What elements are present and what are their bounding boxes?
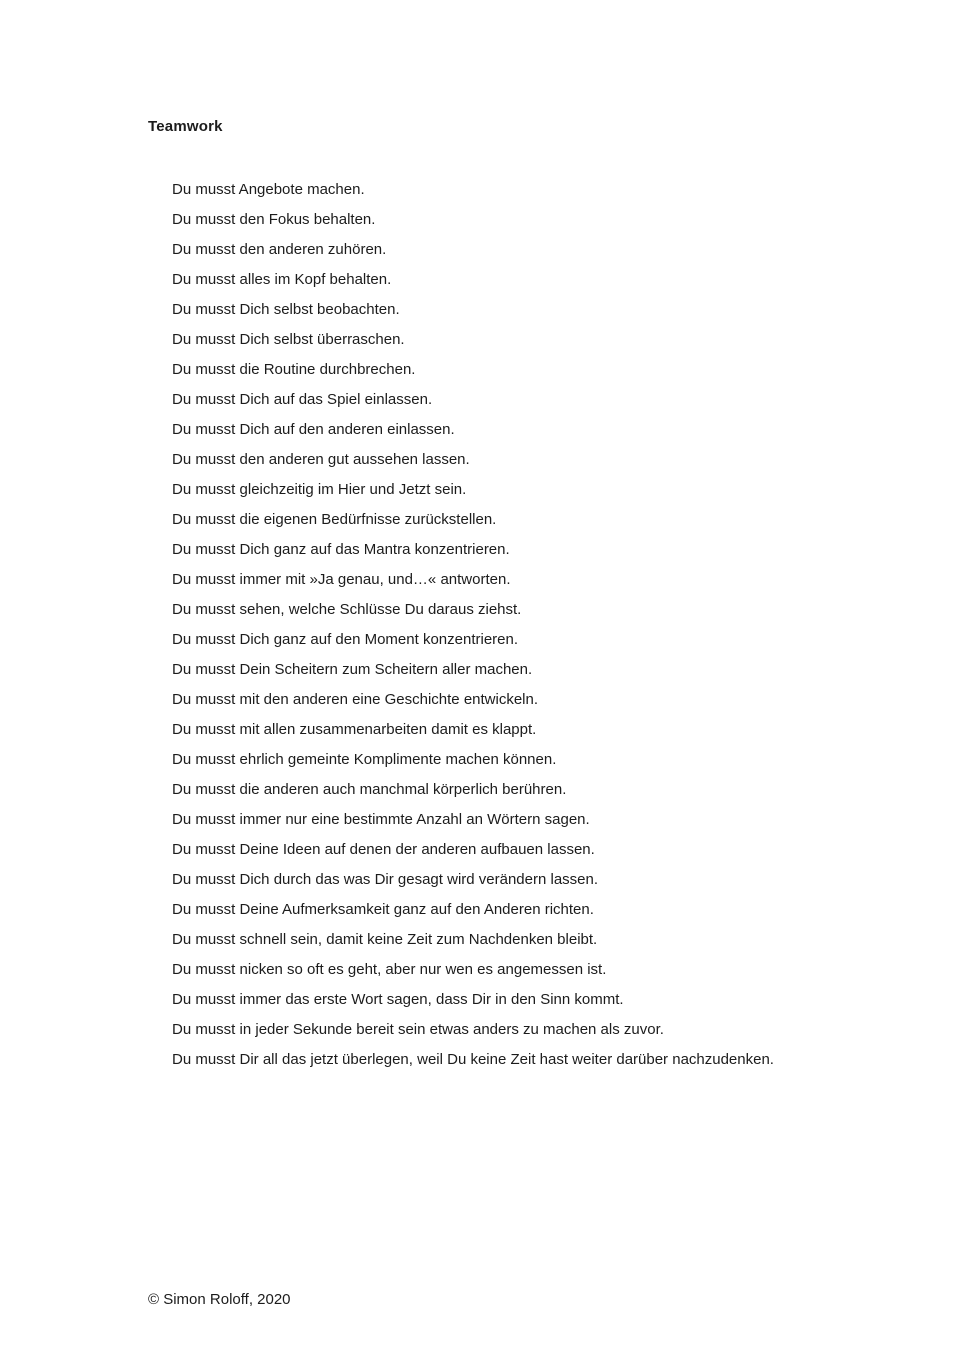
poem-line: Du musst mit den anderen eine Geschichte entwickeln. (172, 691, 539, 708)
poem-line: Du musst in jeder Sekunde bereit sein etwas anders zu machen als zuvor. (172, 1021, 664, 1038)
poem-line: Du musst die eigenen Bedürfnisse zurückstellen. (172, 511, 497, 528)
poem-line: Du musst den anderen gut aussehen lassen. (172, 451, 470, 468)
poem-line: Du musst alles im Kopf behalten. (172, 271, 392, 288)
poem-line: Du musst gleichzeitig im Hier und Jetzt sein. (172, 481, 467, 498)
poem-line: Du musst Dein Scheitern zum Scheitern aller machen. (172, 661, 533, 678)
poem-line: Du musst Dich auf den anderen einlassen. (172, 421, 455, 438)
poem-line: Du musst Dich auf das Spiel einlassen. (172, 391, 433, 408)
poem-line: Du musst immer nur eine bestimmte Anzahl an Wörtern sagen. (172, 811, 590, 828)
poem-line: Du musst Dich ganz auf den Moment konzentrieren. (172, 631, 519, 648)
copyright-footer: © Simon Roloff, 2020 (148, 1291, 291, 1308)
poem-line: Du musst ehrlich gemeinte Komplimente machen können. (172, 751, 557, 768)
poem-line: Du musst den Fokus behalten. (172, 211, 376, 228)
poem-line: Du musst Angebote machen. (172, 181, 365, 198)
poem-list (172, 175, 774, 1075)
page-title: Teamwork (148, 118, 223, 135)
poem-line: Du musst immer mit »Ja genau, und…« antworten. (172, 571, 511, 588)
poem-line: Du musst Deine Ideen auf denen der anderen aufbauen lassen. (172, 841, 595, 858)
poem-line: Du musst immer das erste Wort sagen, dass Dir in den Sinn kommt. (172, 991, 624, 1008)
poem-line: Du musst Dich durch das was Dir gesagt wird verändern lassen. (172, 871, 599, 888)
poem-line: Du musst die anderen auch manchmal körperlich berühren. (172, 781, 567, 798)
poem-line: Du musst Dich selbst beobachten. (172, 301, 400, 318)
poem-line: Du musst mit allen zusammenarbeiten damit es klappt. (172, 721, 537, 738)
poem-line: Du musst Deine Aufmerksamkeit ganz auf den Anderen richten. (172, 901, 594, 918)
poem-line: Du musst Dir all das jetzt überlegen, weil Du keine Zeit hast weiter darüber nachzudenken. (172, 1051, 774, 1068)
poem-line: Du musst die Routine durchbrechen. (172, 361, 416, 378)
poem-line: Du musst sehen, welche Schlüsse Du daraus ziehst. (172, 601, 522, 618)
poem-line: Du musst schnell sein, damit keine Zeit zum Nachdenken bleibt. (172, 931, 598, 948)
poem-line: Du musst den anderen zuhören. (172, 241, 387, 258)
poem-line: Du musst Dich ganz auf das Mantra konzentrieren. (172, 541, 510, 558)
poem-line: Du musst nicken so oft es geht, aber nur wen es angemessen ist. (172, 961, 607, 978)
poem-line: Du musst Dich selbst überraschen. (172, 331, 405, 348)
